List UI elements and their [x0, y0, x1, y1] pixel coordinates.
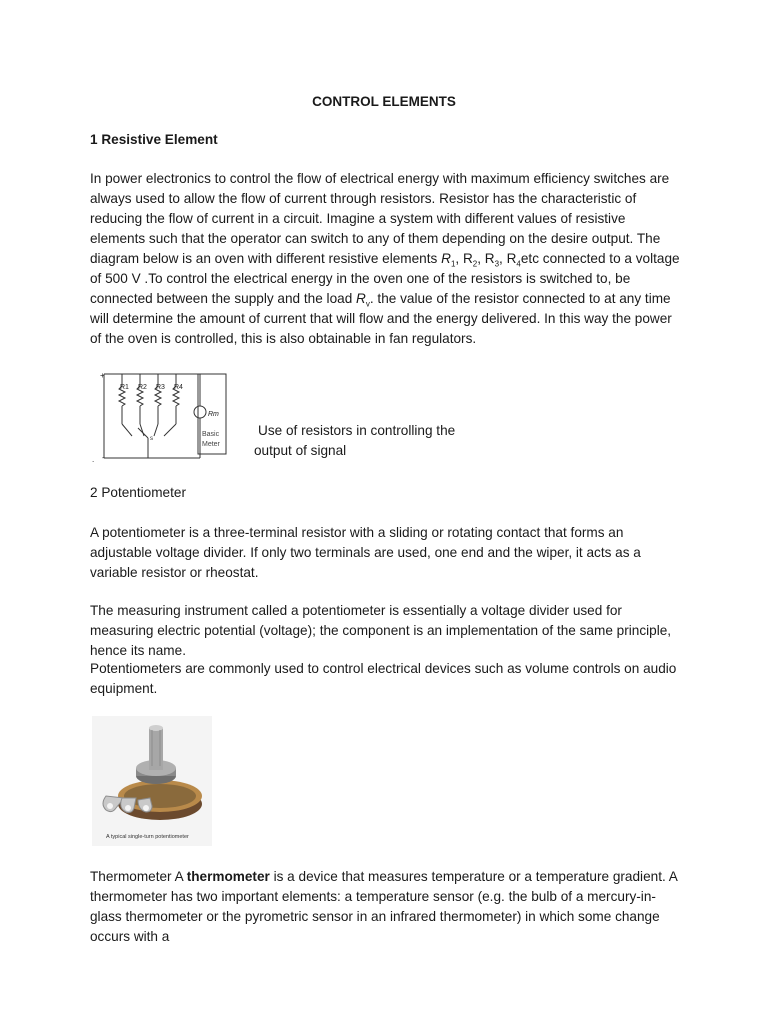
- basic-label: Basic: [202, 431, 220, 438]
- section-heading-resistive: 1 Resistive Element: [90, 132, 218, 147]
- potentiometer-photo: [92, 716, 212, 846]
- meter-box-label: Meter: [202, 441, 220, 448]
- resistor-circuit-diagram: [92, 366, 242, 462]
- label-r3: R3: [156, 384, 165, 391]
- label-r2: R2: [138, 384, 147, 391]
- label-r1: R1: [120, 384, 129, 391]
- para-mid: etc connected to a voltage of 500 V .To control the electrical energy in the oven one of the resistors is switched to, be connected between the supply and the load: [90, 251, 680, 306]
- dot-mark: .: [92, 455, 95, 462]
- minus-sign: -: [102, 453, 105, 462]
- resistive-paragraph: [90, 169, 682, 349]
- figure-caption-line2: output of signal: [254, 443, 347, 458]
- label-r4: R4: [174, 384, 183, 391]
- switch-label: s: [150, 436, 153, 442]
- load-subscript: v: [365, 299, 370, 309]
- photo-caption: A typical single-turn potentiometer: [106, 834, 189, 840]
- meter-label: Rm: [208, 411, 219, 418]
- plus-sign: +: [100, 371, 105, 380]
- thermometer-bold: thermometer: [186, 869, 270, 884]
- figure-caption-line1: Use of resistors in controlling the: [258, 423, 456, 438]
- r1-symbol: R: [441, 251, 451, 266]
- thermometer-lead: Thermometer A: [90, 869, 187, 884]
- r4-symbol: , R: [499, 251, 517, 266]
- r1-subscript: 1: [450, 259, 456, 269]
- r3-subscript: 3: [494, 259, 500, 269]
- r3-symbol: , R: [477, 251, 495, 266]
- para-end: . the value of the resistor connected to at any time will determine the amount of current that will flow and the energy delivered. In this way the power of the oven is controlled, this is also obtainable in fan regulators.: [90, 291, 672, 346]
- thermometer-rest: is a device that measures temperature or a temperature gradient. A thermometer has two important elements: a temperature sensor (e.g. the bulb of a mercury-in-glass thermometer or the pyrometric sensor in an infrared thermometer) in which some change occurs with a: [90, 869, 678, 944]
- r2-subscript: 2: [472, 259, 478, 269]
- potentiometer-paragraph-2: The measuring instrument called a potentiometer is essentially a voltage divider used for measuring electric potential (voltage); the component is an implementation of the same principle, hence its name.: [90, 603, 672, 658]
- para-start: In power electronics to control the flow of electrical energy with maximum efficiency switches are always used to allow the flow of current through resistors. Resistor has the characteristic of reducing the flow of current in a circuit. Imagine a system with different values of resistive elements such that the operator can switch to any of them depending on the desire output. The diagram below is an oven with different resistive elements: [90, 171, 670, 266]
- r4-subscript: 4: [516, 259, 521, 269]
- document-title: CONTROL ELEMENTS: [312, 94, 456, 109]
- thermometer-paragraph: [90, 867, 682, 947]
- potentiometer-paragraph-1: A potentiometer is a three-terminal resistor with a sliding or rotating contact that forms an adjustable voltage divider. If only two terminals are used, one end and the wiper, it acts as a variable resistor or rheostat.: [90, 525, 641, 580]
- potentiometer-paragraph-3: Potentiometers are commonly used to control electrical devices such as volume controls on audio equipment.: [90, 661, 677, 696]
- load-symbol: R: [356, 291, 366, 306]
- potentiometer-illustration: [92, 716, 212, 846]
- r2-symbol: , R: [455, 251, 473, 266]
- section-heading-potentiometer: 2 Potentiometer: [90, 485, 186, 500]
